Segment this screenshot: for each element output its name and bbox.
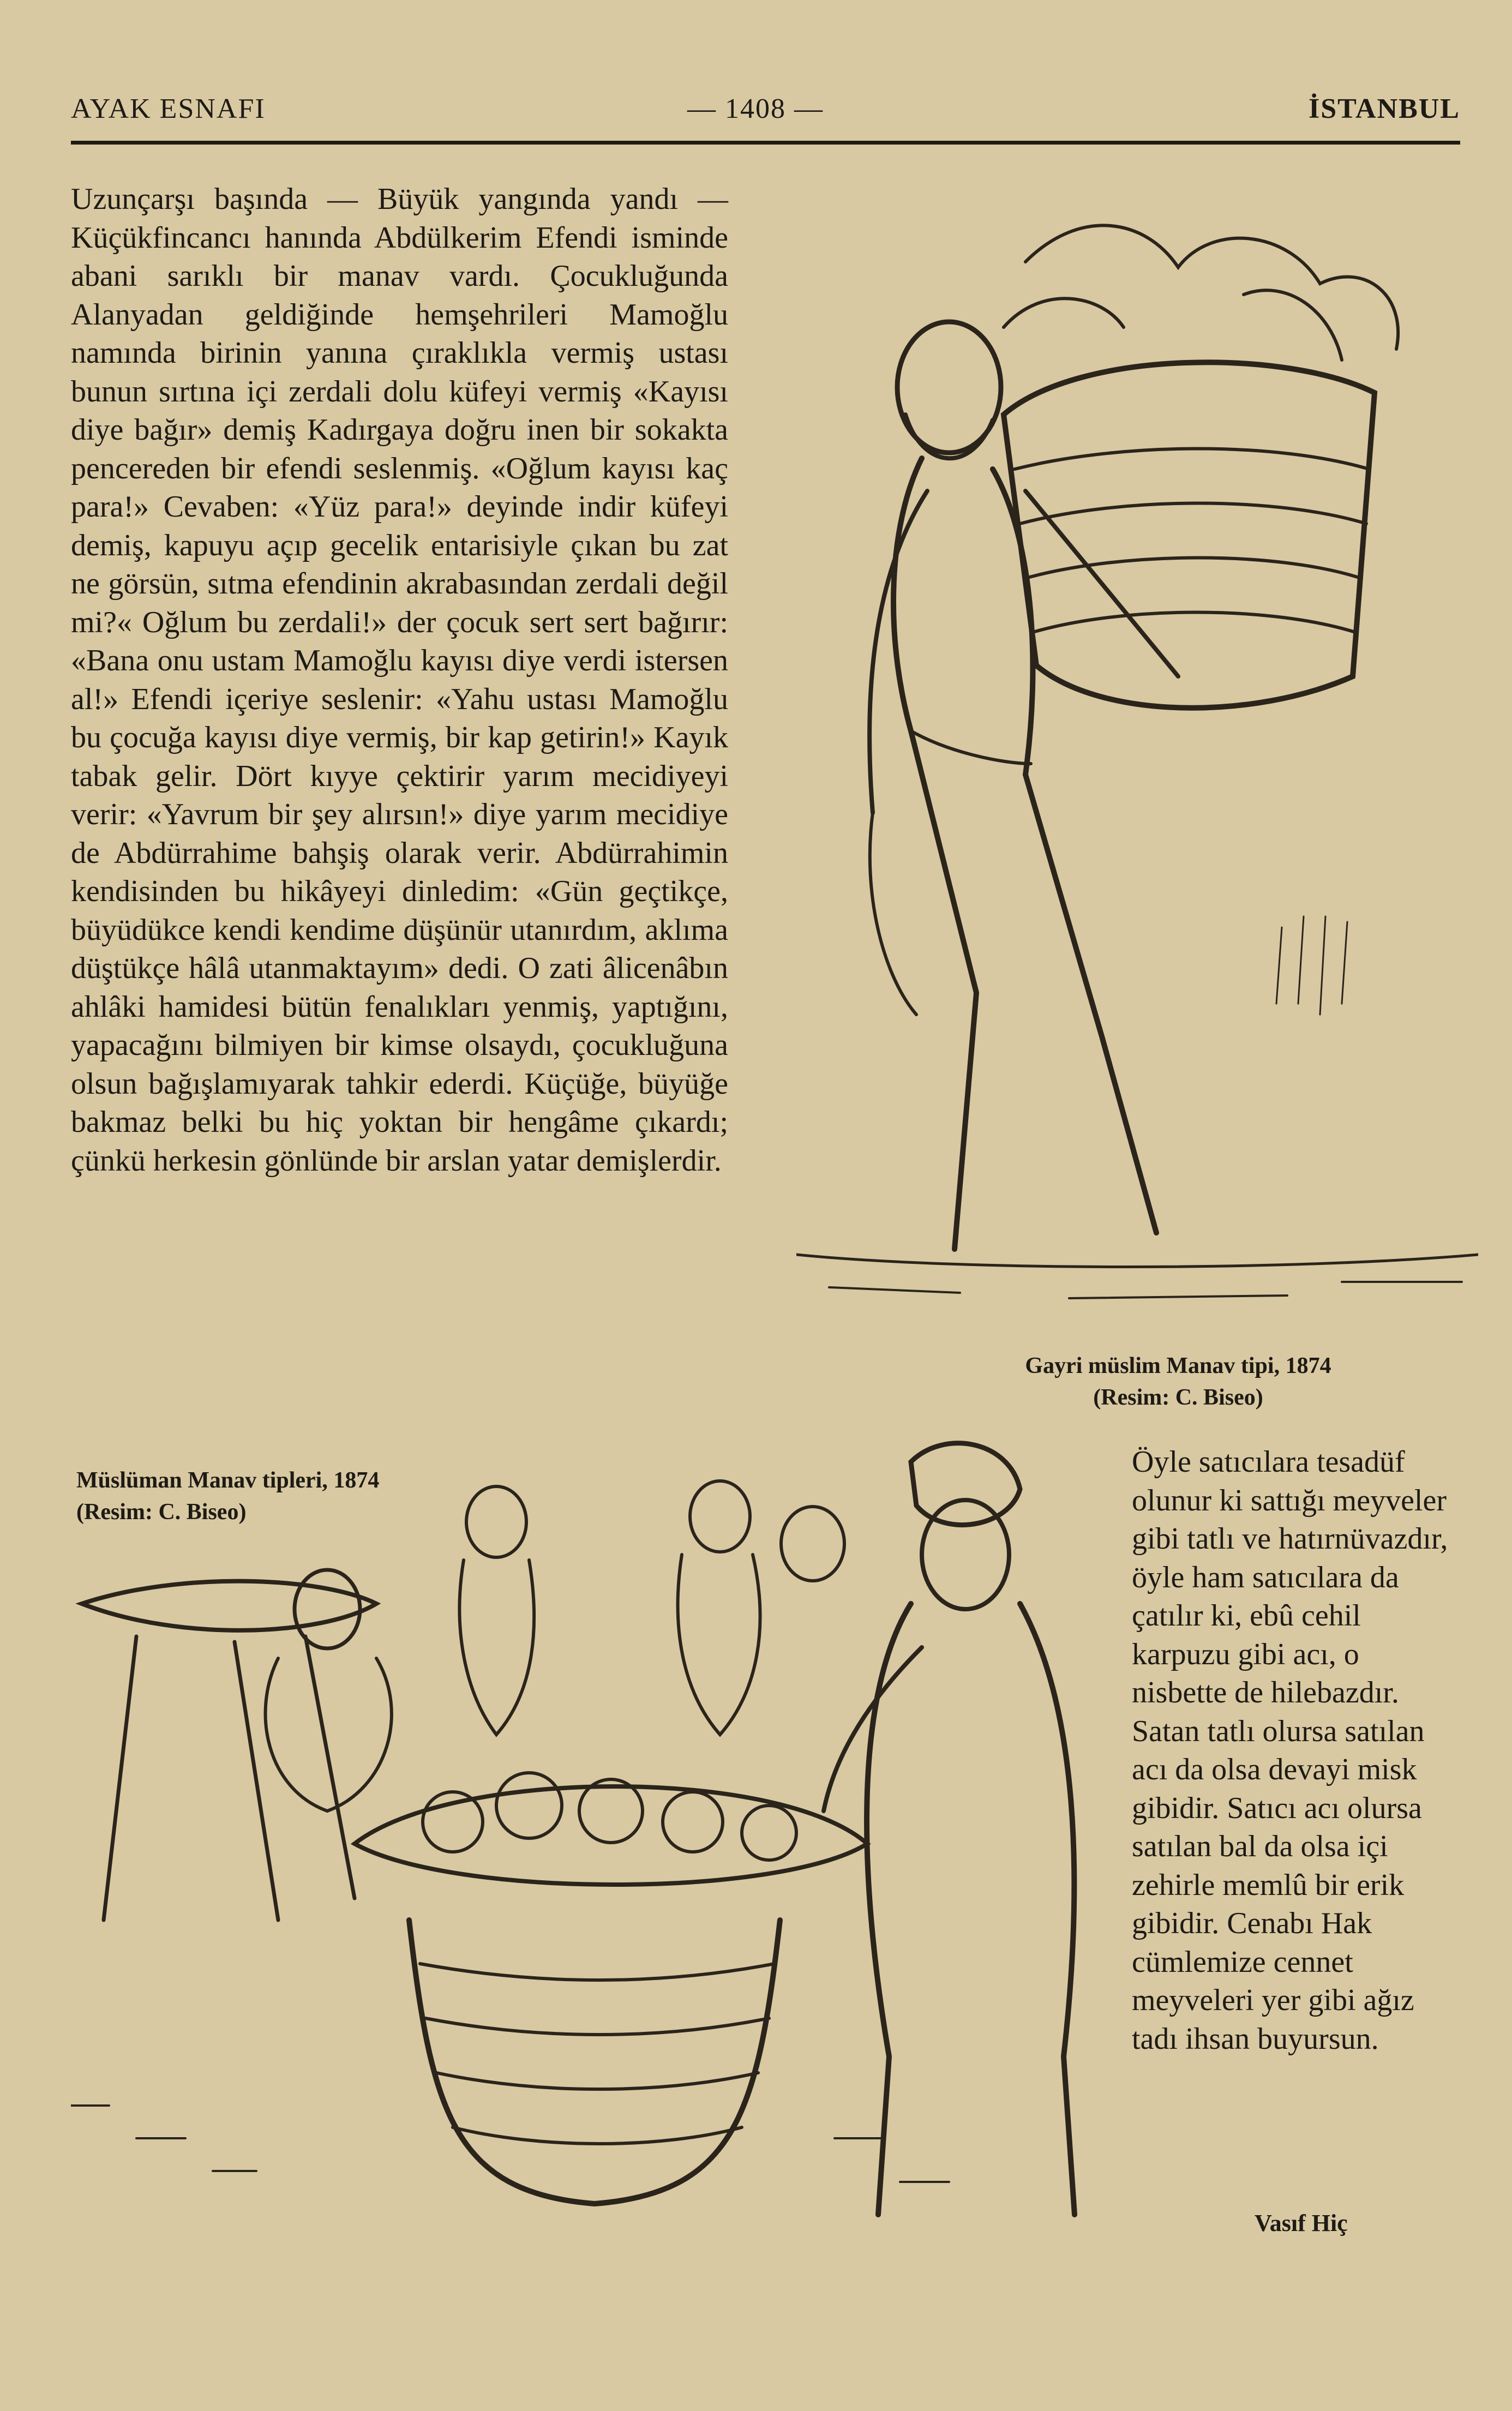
- caption-left-line1: Müslüman Manav tipleri, 1874: [76, 1468, 380, 1493]
- header-rule: [71, 141, 1460, 145]
- left-column-text: Uzunçarşı başında — Büyük yangında yandı — Küçükfincancı hanında Abdülkerim Efendi isminde abani sarıklı bir manav vardı. Çocukluğunda Alanyadan geldiğinde hemşehrileri Mamoğlu namında birinin yanına çıraklıkla vermiş ustası bunun sırtına içi zerdali dolu küfeyi vermiş «Kayısı diye bağır» demiş Kadırgaya doğru inen bir sokakta pencereden bir efendi seslenmiş. «Oğlum kayısı kaç para!» Cevaben: «Yüz para!» deyinde indir küfeyi demiş, kapuyu açıp gecelik entarisiyle çıkan bu zat ne görsün, sıtma efendinin akrabasından zerdali değil mi?« Oğlum bu zerdali!» der çocuk sert sert bağırır: «Bana onu ustam Mamoğlu kayısı diye verdi istersen al!» Efendi içeriye seslenir: «Yahu ustası Mamoğlu bu çocuğa kayısı diye vermiş, bir kap getirin!» Kayık tabak gelir. Dört kıyye çektirir yarım mecidiyeyi verir: «Yavrum bir şey alırsın!» diye yarım mecidiye de Abdürrahime bahşiş olarak verir. Abdürrahimin kendisinden bu hikâyeyi dinledim: «Gün geçtikçe, büyüdükce kendi kendime düşünür utanırdım, aklıma düştükçe hâlâ utanmaktayım» dedi. O zati âlicenâbın ahlâki hamidesi bütün fenalıkları yenmiş, yaptığını, yapacağını bilmiyen bir kimse olsaydı, çocukluğuna olsun bağışlamıyarak tahkir ederdi. Küçüğe, büyüğe bakmaz belki bu hiç yoktan bir hengâme çıkardı; çünkü herkesin gönlünde bir arslan yatar demişlerdir.: [71, 182, 728, 1178]
- caption-right: [933, 1350, 1424, 1413]
- caption-right-line2: (Resim: C. Biseo): [1093, 1385, 1263, 1410]
- page-number: — 1408 —: [687, 93, 824, 124]
- caption-right-line1: Gayri müslim Manav tipi, 1874: [1025, 1353, 1331, 1378]
- running-head-left: AYAK ESNAFI: [71, 93, 266, 124]
- author-signature: Vasıf Hiç: [1255, 2210, 1348, 2236]
- engraving-man-carrying-basket-icon: [796, 185, 1478, 1320]
- engraving-group-of-vendors-icon: [71, 1429, 1107, 2231]
- running-head-right: İSTANBUL: [1308, 93, 1460, 124]
- caption-left-line2: (Resim: C. Biseo): [76, 1500, 247, 1525]
- right-column-text: Öyle satıcılara tesadüf olunur ki sattığı meyveler gibi tatlı ve hatırnüvazdır, öyle ham satıcılara da çatılır ki, ebû cehil karpuzu gibi acı, o nisbette de hilebazdır. Satan tatlı olursa satılan acı da olsa devayi misk gibidir. Satıcı acı olursa satılan bal da olsa içi zehirle memlû bir erik gibidir. Cenabı Hak cümlemize cennet meyveleri yer gibi ağız tadı ihsan buyursun.: [1132, 1445, 1448, 2056]
